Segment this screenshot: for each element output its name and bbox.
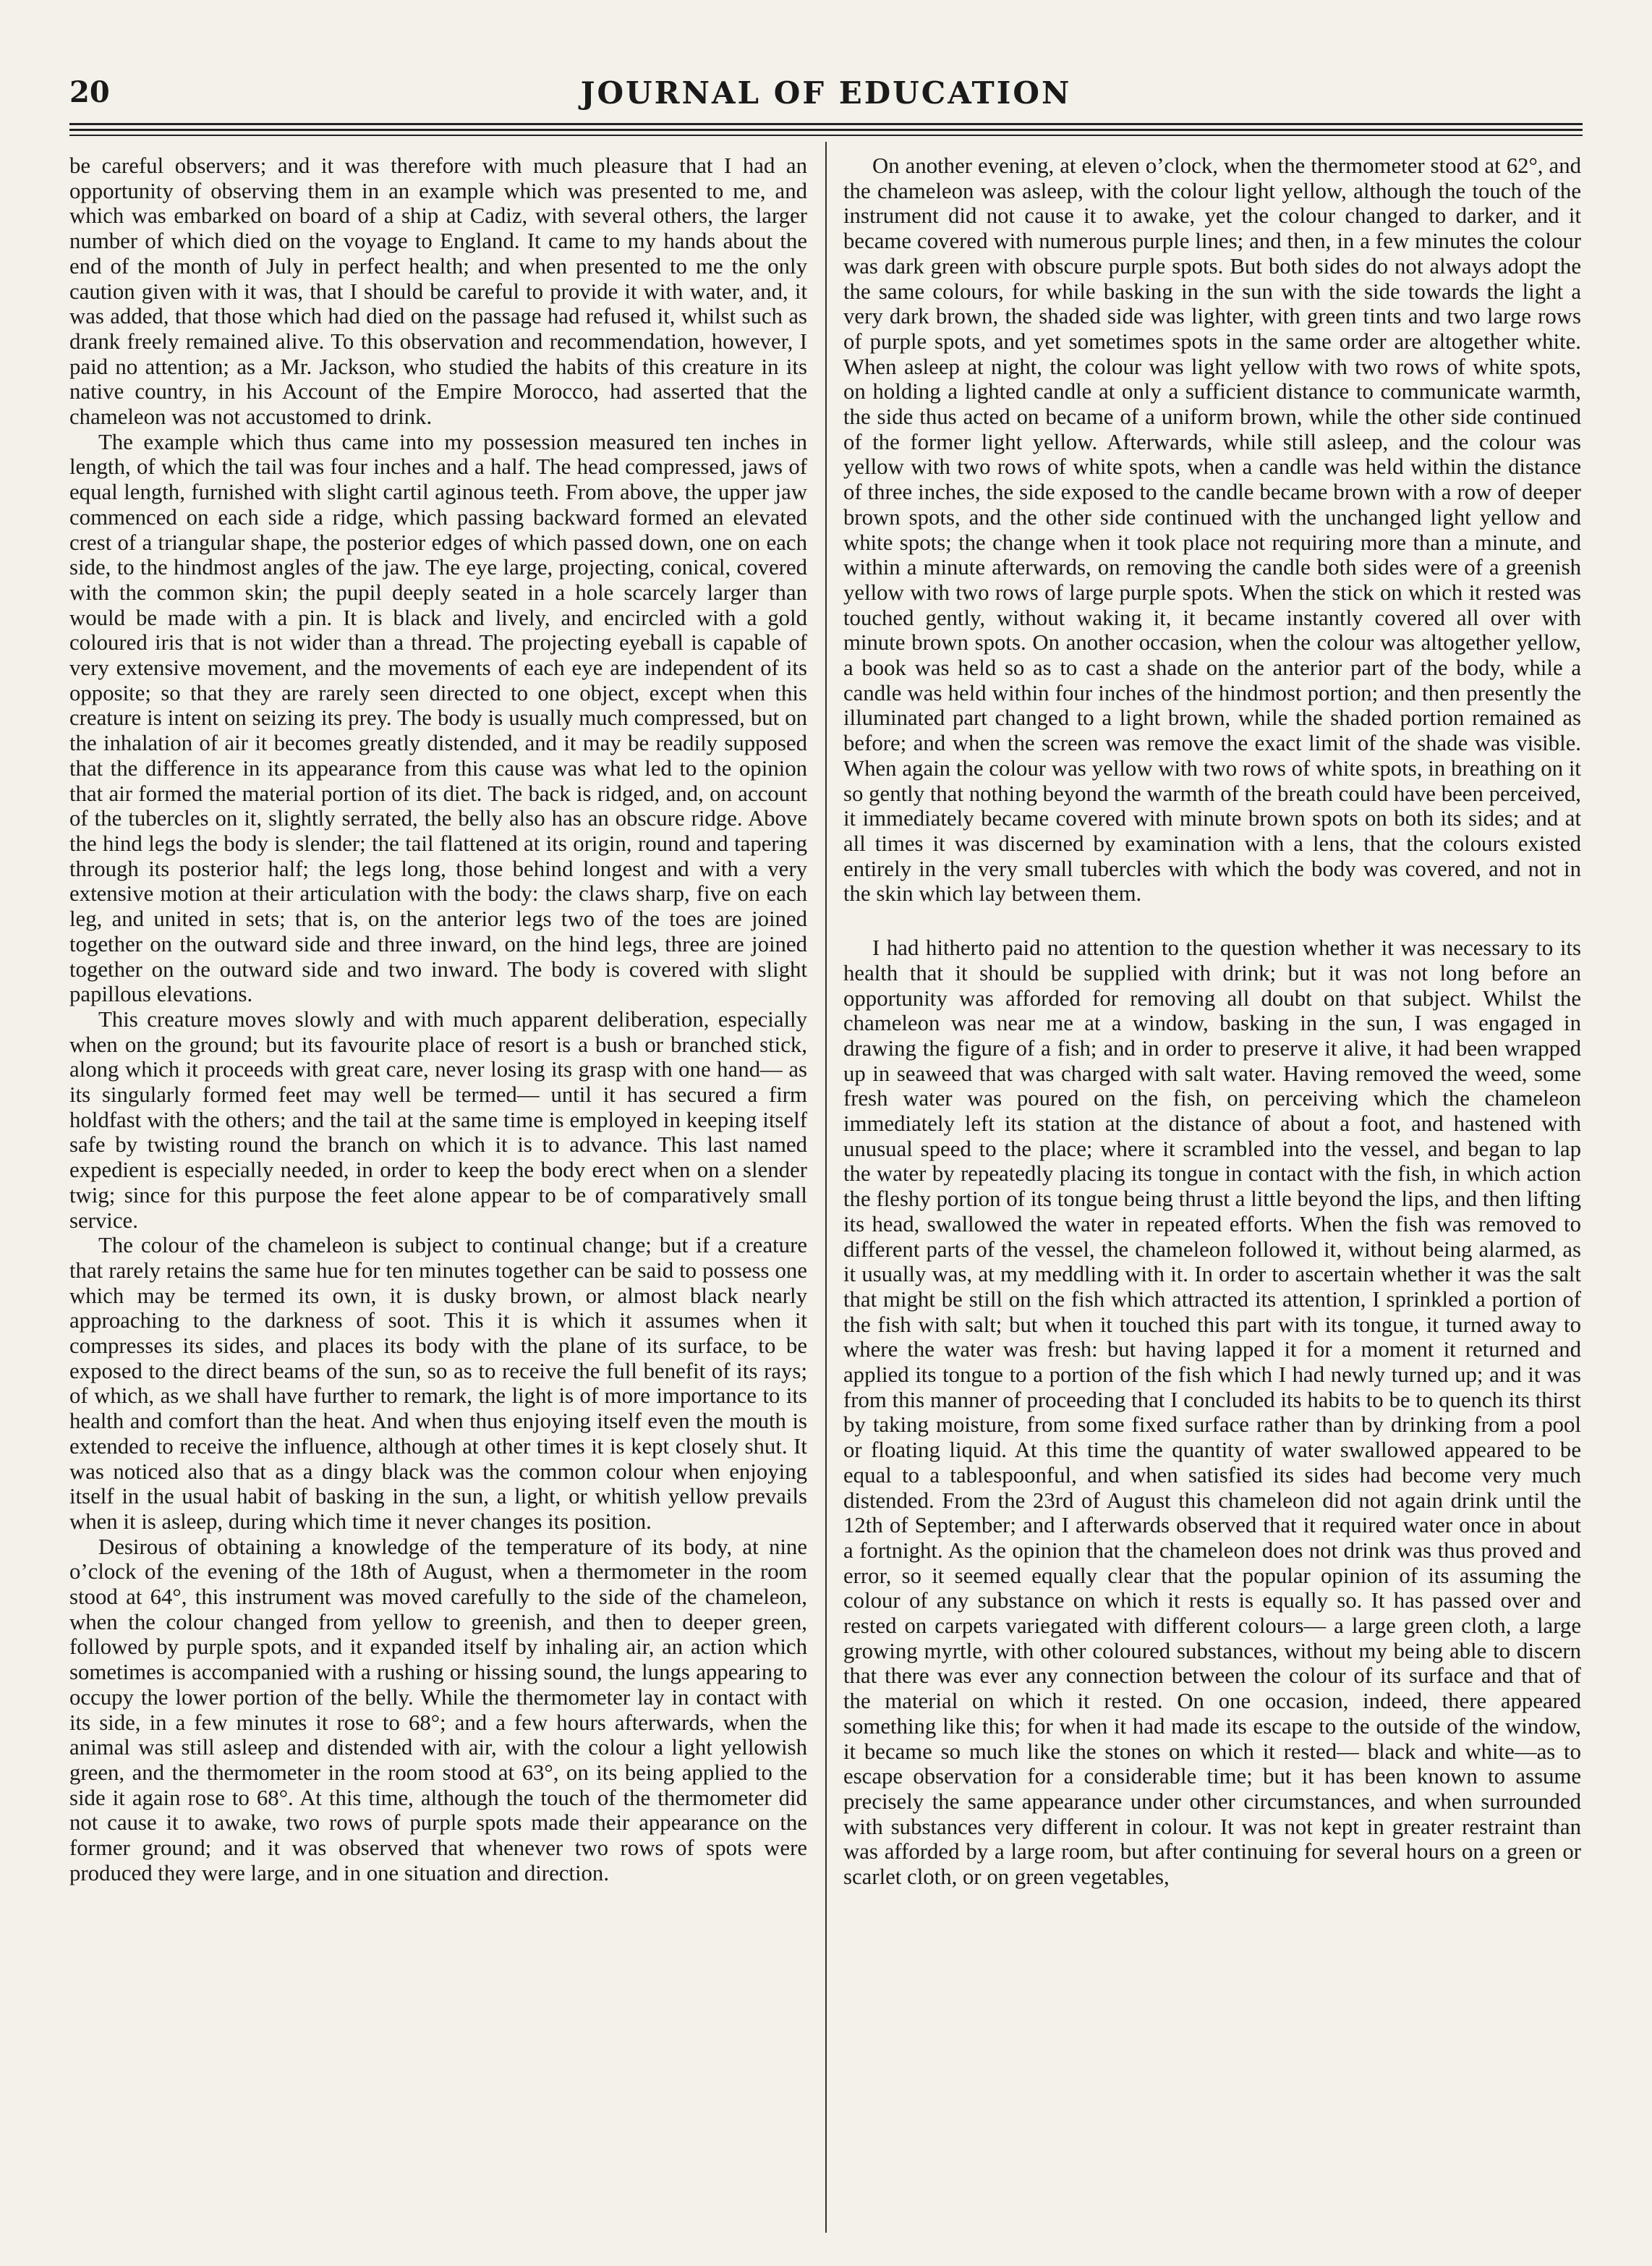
running-head: JOURNAL OF EDUCATION: [580, 75, 1072, 111]
paragraph: I had hitherto paid no attention to the question whether it was necessary to its health that it should be supplied with drink; but it was not long before an opportunity was afforded for removing all doubt on that subject. Whilst the chameleon was near me at a window, basking in the sun, I was engaged in drawing the figure of a fish; and in order to preserve it alive, it had been wrapped up in seaweed that was charged with salt water. Having removed the weed, some fresh water was poured on the fish, on perceiving which the chameleon immediately left its station at the distance of about a foot, and hastened with unusual speed to the place; where it scrambled into the vessel, and began to lap the water by repeatedly placing its tongue in contact with the fish, in which action the fleshy portion of its tongue being thrust a little beyond the lips, and then lifting its head, swallowed the water in repeated efforts. When the fish was removed to different parts of the vessel, the chameleon followed it, without being alarmed, as it usually was, at my meddling with it. In order to ascertain whether it was the salt that might be still on the fish which attracted its attention, I sprinkled a portion of the fish with salt; but when it touched this part with its tongue, it turned away to where the water was fresh: but having lapped it for a moment it returned and applied its tongue to a portion of the fish which I had newly turned up; and it was from this manner of proceeding that I concluded its habits to be to quench its thirst by taking moisture, from some fixed surface rather than by drinking from a pool or floating liquid. At this time the quantity of water swallowed appeared to be equal to a tablespoonful, and when satisfied its sides had become very much distended. From the 23rd of August this chameleon did not again drink until the 12th of September; and I afterwards observed that it required water once in about a fortnight. As the opinion that the chameleon does not drink was thus proved and error, so it seemed equally clear that the popular opinion of its assuming the colour of any substance on which it rests is equally so. It has passed over and rested on carpets variegated with different colours— a large green cloth, a large growing myrtle, with other coloured substances, without my being able to discern that there was ever any connection between the colour of its surface and that of the material on which it rested. On one occasion, indeed, there appeared something like this; for when it had made its escape to the outside of the window, it became so much like the stones on which it rested— black and white—as to escape observation for a considerable time; but it has been known to assume precisely the same appearance under other circumstances, and when surrounded with substances very different in colour. It was not kept in greater restraint than was afforded by a large room, but after continuing for several hours on a green or scarlet cloth, or on green vegetables,: [843, 935, 1581, 1890]
left-column: [69, 153, 807, 2223]
paragraph: The example which thus came into my possession measured ten inches in length, of which the tail was four inches and a half. The head compressed, jaws of equal length, furnished with slight cartil aginous teeth. From above, the upper jaw commenced on each side a ridge, which passing backward formed an elevated crest of a triangular shape, the posterior edges of which passed down, one on each side, to the hindmost angles of the jaw. The eye large, projecting, conical, covered with the common skin; the pupil deeply seated in a hole scarcely larger than would be made with a pin. It is black and lively, and encircled with a gold coloured iris that is not wider than a thread. The projecting eyeball is capable of very extensive movement, and the movements of each eye are independent of its opposite; so that they are rarely seen directed to one object, except when this creature is intent on seizing its prey. The body is usually much compressed, but on the inhalation of air it becomes greatly distended, and it may be readily supposed that the difference in its appearance from this cause was what led to the opinion that air formed the material portion of its diet. The back is ridged, and, on account of the tubercles on it, slightly serrated, the belly also has an obscure ridge. Above the hind legs the body is slender; the tail flattened at its origin, round and tapering through its posterior half; the legs long, those behind longest and with a very extensive motion at their articulation with the body: the claws sharp, five on each leg, and united in sets; that is, on the anterior legs two of the toes are joined together on the outward side and three inward, on the hind legs, three are joined together on the outward side and two inward. The body is covered with slight papillous elevations.: [69, 429, 807, 1007]
right-column: [843, 153, 1581, 2223]
paragraph: This creature moves slowly and with much apparent deliberation, especially when on the ground; but its favourite place of resort is a bush or branched stick, along which it proceeds with great care, never losing its grasp with one hand— as its singularly formed feet may well be termed— until it has secured a firm holdfast with the others; and the tail at the same time is employed in keeping itself safe by twisting round the branch on which it is to advance. This last named expedient is especially needed, in order to keep the body erect when on a slender twig; since for this purpose the feet alone appear to be of comparatively small service.: [69, 1006, 807, 1233]
page-header: [69, 69, 1583, 120]
page-number: 20: [69, 75, 110, 109]
paragraph: Desirous of obtaining a knowledge of the temperature of its body, at nine o’clock of the evening of the 18th of August, when a thermometer in the room stood at 64°, this instrument was moved carefully to the side of the chameleon, when the colour changed from yellow to greenish, and then to deeper green, followed by purple spots, and it expanded itself by inhaling air, an action which sometimes is accompanied with a rushing or hissing sound, the lungs appearing to occupy the lower portion of the belly. While the thermometer lay in contact with its side, in a few minutes it rose to 68°; and a few hours afterwards, when the animal was still asleep and distended with air, with the colour a light yellowish green, and the thermometer in the room stood at 63°, on its being applied to the side it again rose to 68°. At this time, although the touch of the thermometer did not cause it to awake, two rows of purple spots made their appearance on the former ground; and it was observed that whenever two rows of spots were produced they were large, and in one situation and direction.: [69, 1534, 807, 1885]
paragraph: The colour of the chameleon is subject to continual change; but if a creature that rarely retains the same hue for ten minutes together can be said to possess one which may be termed its own, it is dusky brown, or almost black nearly approaching to the darkness of soot. This it is which it assumes when it compresses its sides, and places its body with the plane of its surface, to be exposed to the direct beams of the sun, so as to receive the full benefit of its rays; of which, as we shall have further to remark, the light is of more importance to its health and comfort than the heat. And when thus enjoying itself even the mouth is extended to receive the influence, although at other times it is kept closely shut. It was noticed also that as a dingy black was the common colour when enjoying itself in the usual habit of basking in the sun, a light, or whitish yellow prevails when it is asleep, during which time it never changes its position.: [69, 1233, 807, 1534]
paragraph: On another evening, at eleven o’clock, when the thermometer stood at 62°, and the chameleon was asleep, with the colour light yellow, although the touch of the instrument did not cause it to awake, yet the colour changed to darker, and it became covered with numerous purple lines; and then, in a few minutes the colour was dark green with obscure purple spots. But both sides do not always adopt the the same colours, for while basking in the sun with the side towards the light a very dark brown, the shaded side was lighter, with green tints and two large rows of purple spots, and yet sometimes spots in the same order are altogether white. When asleep at night, the colour was light yellow with two rows of white spots, on holding a lighted candle at only a sufficient distance to communicate warmth, the side thus acted on became of a uniform brown, while the other side continued of the former light yellow. Afterwards, while still asleep, and the colour was yellow with two rows of white spots, when a candle was held within the distance of three inches, the side exposed to the candle became brown with a row of deeper brown spots, and the other side continued with the unchanged light yellow and white spots; the change when it took place not requiring more than a minute, and within a minute afterwards, on removing the candle both sides were of a greenish yellow with two rows of large purple spots. When the stick on which it rested was touched gently, without waking it, it became instantly covered all over with minute brown spots. On another occasion, when the colour was altogether yellow, a book was held so as to cast a shade on the anterior part of the body, while a candle was held within four inches of the hindmost portion; and then presently the illuminated part changed to a light brown, while the shaded portion remained as before; and when the screen was remove the exact limit of the shade was visible. When again the colour was yellow with two rows of white spots, in breathing on it so gently that nothing beyond the warmth of the breath could have been perceived, it immediately became covered with minute brown spots on both its sides; and at all times it was discerned by examination with a lens, that the colours existed entirely in the very small tubercles with which the body was covered, and not in the skin which lay between them.: [843, 153, 1581, 907]
header-rule-middle: [69, 129, 1583, 131]
header-rule-bottom: [69, 135, 1583, 136]
header-rule-top: [69, 123, 1583, 125]
paragraph: be careful observers; and it was therefore with much pleasure that I had an opportunity of observing them in an example which was presented to me, and which was embarked on board of a ship at Cadiz, with several others, the larger number of which died on the voyage to England. It came to my hands about the end of the month of July in perfect health; and when presented to me the only caution given with it was, that I should be careful to provide it with water, and, it was added, that those which had died on the passage had refused it, whilst such as drank freely remained alive. To this observation and recommendation, however, I paid no attention; as a Mr. Jackson, who studied the habits of this creature in its native country, in his Account of the Empire Morocco, had asserted that the chameleon was not accustomed to drink.: [69, 153, 807, 430]
column-divider: [825, 142, 827, 2233]
